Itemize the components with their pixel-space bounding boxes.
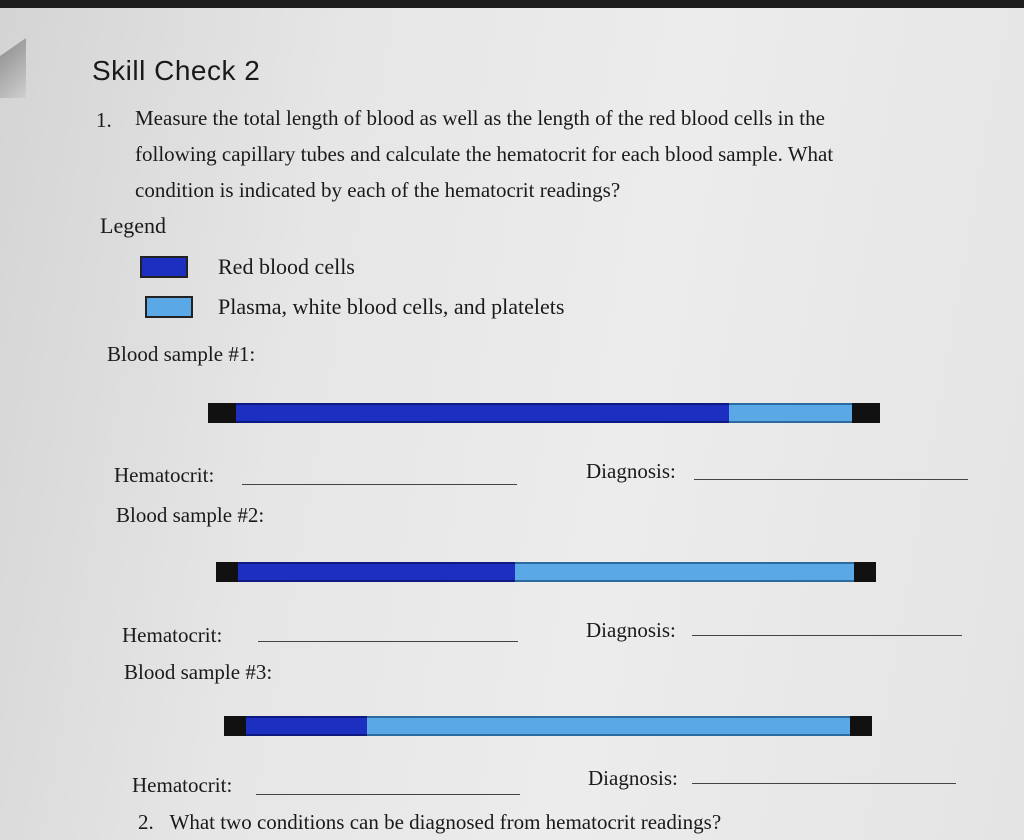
tube-cap-left: [208, 403, 236, 423]
legend-rbc-swatch: [140, 256, 188, 278]
diagnosis-answer-line-1[interactable]: [694, 479, 968, 480]
legend-plasma-label: Plasma, white blood cells, and platelets: [218, 294, 565, 319]
page-title: Skill Check 2: [92, 55, 261, 86]
tube-cap-left: [216, 562, 238, 582]
red-blood-cells-segment: [238, 562, 515, 582]
diagnosis-answer-line-3[interactable]: [692, 783, 956, 784]
red-blood-cells-segment: [246, 716, 367, 736]
top-edge: [0, 0, 1024, 8]
tube-cap-right: [850, 716, 872, 736]
sample-3-label: Blood sample #3:: [124, 660, 273, 684]
question-1-line: following capillary tubes and calculate the hematocrit for each blood sample. What: [135, 142, 834, 166]
hematocrit-answer-line-2[interactable]: [258, 641, 518, 642]
red-blood-cells-segment: [236, 403, 729, 423]
tube-cap-right: [854, 562, 876, 582]
question-1-number: 1.: [96, 108, 112, 132]
tube-cap-left: [224, 716, 246, 736]
capillary-tube-3: [224, 716, 872, 736]
plasma-segment: [515, 562, 854, 582]
diagnosis-answer-line-2[interactable]: [692, 635, 962, 636]
tube-cap-right: [852, 403, 880, 423]
hematocrit-label-3: Hematocrit:: [132, 773, 233, 797]
diagnosis-label-3: Diagnosis:: [588, 766, 678, 790]
capillary-tube-2: [216, 562, 876, 582]
legend-plasma-swatch: [145, 296, 193, 318]
hematocrit-label-2: Hematocrit:: [122, 623, 223, 647]
question-2: [138, 810, 721, 835]
hematocrit-answer-line-3[interactable]: [256, 794, 520, 795]
question-1-line: condition is indicated by each of the hematocrit readings?: [135, 178, 621, 202]
question-2-text: What two conditions can be diagnosed from hematocrit readings?: [169, 810, 722, 834]
plasma-segment: [367, 716, 850, 736]
diagnosis-label-1: Diagnosis:: [586, 459, 676, 483]
hematocrit-label-1: Hematocrit:: [114, 463, 215, 487]
question-1-text: [135, 100, 995, 208]
sample-1-label: Blood sample #1:: [107, 342, 256, 366]
capillary-tube-1: [208, 403, 880, 423]
question-1-line: Measure the total length of blood as well as the length of the red blood cells in the: [135, 106, 825, 130]
plasma-segment: [729, 403, 852, 423]
question-2-number: 2.: [138, 810, 154, 834]
hematocrit-answer-line-1[interactable]: [242, 484, 517, 485]
legend-rbc-label: Red blood cells: [218, 254, 355, 279]
page-fold: [0, 38, 26, 98]
legend-title: Legend: [100, 213, 166, 238]
sample-2-label: Blood sample #2:: [116, 503, 265, 527]
diagnosis-label-2: Diagnosis:: [586, 618, 676, 642]
